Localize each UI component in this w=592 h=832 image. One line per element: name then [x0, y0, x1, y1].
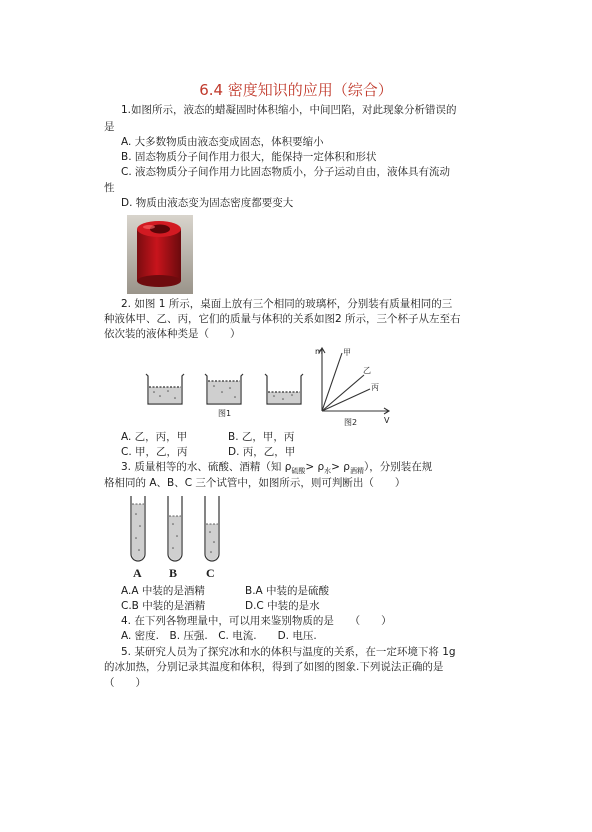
wax-candle-photo: [127, 215, 193, 294]
q2-option-b: B. 乙，甲，丙: [228, 431, 295, 443]
test-tubes-figure: [127, 494, 227, 580]
figure-1-beakers: [138, 370, 313, 420]
figure-2-mass-volume-graph: [314, 345, 394, 427]
q1-option-c-line2: 性: [104, 182, 115, 194]
q2-stem-line2: 种液体甲、乙、丙，它们的质量与体积的关系如图2 所示，三个杯子从左至右: [104, 313, 461, 325]
q3-stem-line2: 格相同的 A、B、C 三个试管中，如图所示，则可判断出（ ）: [104, 477, 406, 489]
q3-option-a: A.A 中装的是酒精: [121, 585, 205, 597]
page-title: 6.4 密度知识的应用（综合）: [199, 81, 393, 99]
tube-b-label: B: [169, 566, 178, 580]
q4-options: A. 密度. B. 压强. C. 电流. D. 电压.: [121, 630, 317, 642]
q5-stem-line2: 的冰加热，分别记录其温度和体积，得到了如图的图象.下列说法正确的是: [104, 661, 444, 673]
figure-1-caption: 图1: [218, 409, 232, 418]
q2-stem-line1: 2. 如图 1 所示，桌面上放有三个相同的玻璃杯，分别装有质量相同的三: [121, 298, 453, 310]
subscript-sulfuric-acid: 硫酸: [291, 467, 306, 476]
q3-stem-line1: [121, 461, 432, 478]
q1-option-c-line1: C. 液态物质分子间作用力比固态物质小，分子运动自由，液体具有流动: [121, 166, 451, 178]
q1-option-a: A. 大多数物质由液态变成固态，体积要缩小: [121, 136, 324, 148]
q3-stem-part1: 3. 质量相等的水、硫酸、酒精（知 ρ: [121, 461, 292, 473]
q2-option-c: C. 甲，乙，丙: [121, 446, 188, 458]
q3-stem-part3: > ρ: [331, 461, 350, 473]
q4-stem: 4. 在下列各物理量中，可以用来鉴别物质的是 （ ）: [121, 615, 392, 627]
axis-v-label: V: [384, 416, 390, 425]
q5-stem-line1: 5. 某研究人员为了探究冰和水的体积与温度的关系，在一定环境下将 1g: [121, 646, 456, 658]
q3-stem-part4: ），分别装在规: [363, 461, 433, 473]
tube-a-label: A: [133, 566, 142, 580]
q1-option-d: D. 物质由液态变为固态密度都要变大: [121, 197, 294, 209]
q2-stem-line3: 依次装的液体种类是（ ）: [104, 328, 241, 340]
q3-option-b: B.A 中装的是硫酸: [245, 585, 330, 597]
tube-c-label: C: [206, 566, 215, 580]
q2-option-d: D. 丙，乙，甲: [228, 446, 296, 458]
q3-option-d: D.C 中装的是水: [245, 600, 320, 612]
line-bing-label: 丙: [371, 383, 379, 392]
subscript-alcohol: 酒精: [349, 467, 364, 476]
figure-2-caption: 图2: [344, 418, 358, 427]
line-jia-label: 甲: [343, 348, 351, 357]
axis-m-label: m: [315, 347, 323, 356]
q3-option-c: C.B 中装的是酒精: [121, 600, 206, 612]
q1-stem-line1: 1.如图所示，液态的蜡凝固时体积缩小，中间凹陷，对此现象分析错误的: [121, 104, 457, 116]
subscript-water: 水: [324, 467, 332, 476]
q1-stem-line2: 是: [104, 121, 115, 133]
q3-stem-part2: > ρ: [305, 461, 325, 473]
q5-stem-line3: （ ）: [104, 677, 146, 689]
q1-option-b: B. 固态物质分子间作用力很大，能保持一定体积和形状: [121, 151, 377, 163]
q2-option-a: A. 乙，丙，甲: [121, 431, 188, 443]
line-yi-label: 乙: [363, 366, 371, 375]
